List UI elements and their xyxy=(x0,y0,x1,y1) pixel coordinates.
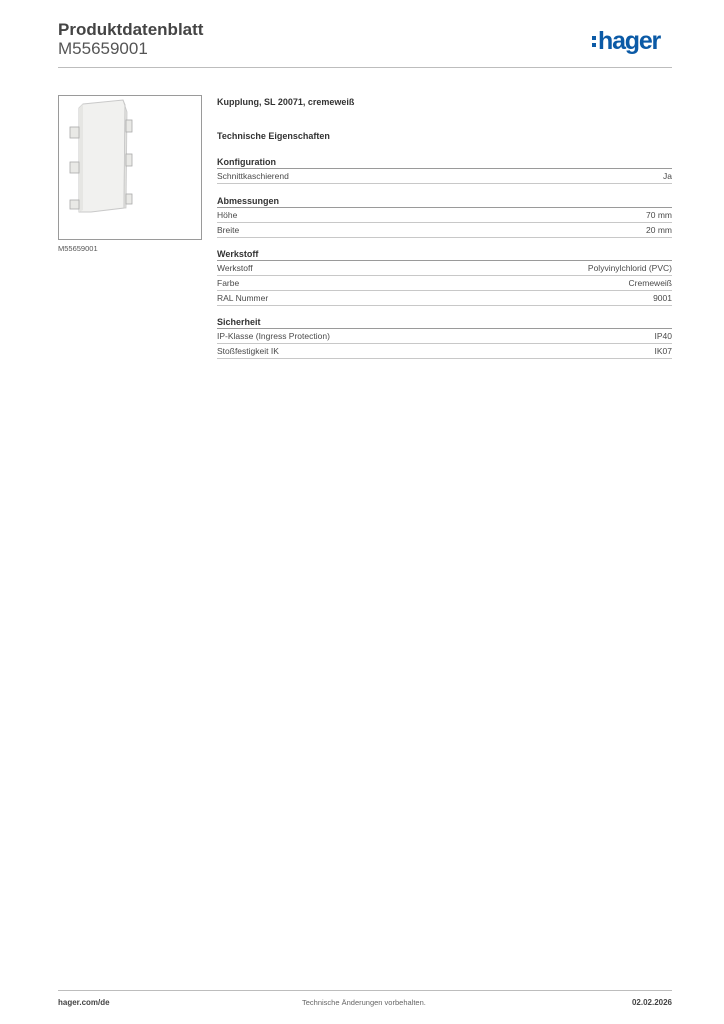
row-value: Polyvinylchlorid (PVC) xyxy=(587,263,672,273)
section-konfiguration xyxy=(217,156,672,184)
article-number: M55659001 xyxy=(58,39,148,58)
logo-dots-icon xyxy=(592,36,596,47)
footer-divider xyxy=(58,990,672,991)
row-label: RAL Nummer xyxy=(217,293,269,303)
row-value: Cremeweiß xyxy=(628,278,672,288)
row-value: Ja xyxy=(663,171,672,181)
page-title: Produktdatenblatt xyxy=(58,20,204,39)
row-label: Schnittkaschierend xyxy=(217,171,289,181)
table-row xyxy=(217,291,672,306)
row-value: 9001 xyxy=(653,293,672,303)
footer-note: Technische Änderungen vorbehalten. xyxy=(302,998,426,1007)
table-row xyxy=(217,261,672,276)
row-label: Breite xyxy=(217,225,240,235)
row-label: Farbe xyxy=(217,278,240,288)
properties-title: Technische Eigenschaften xyxy=(217,131,330,141)
row-label: Stoßfestigkeit IK xyxy=(217,346,279,356)
section-sicherheit xyxy=(217,316,672,359)
row-value: 20 mm xyxy=(646,225,672,235)
section-title: Sicherheit xyxy=(217,316,672,329)
row-label: Werkstoff xyxy=(217,263,253,273)
row-value: IK07 xyxy=(654,346,672,356)
section-title: Abmessungen xyxy=(217,195,672,208)
footer-date: 02.02.2026 xyxy=(631,998,672,1007)
table-row xyxy=(217,208,672,223)
section-title: Werkstoff xyxy=(217,248,672,261)
section-werkstoff xyxy=(217,248,672,306)
footer-website-link[interactable]: hager.com/de xyxy=(58,998,110,1007)
image-caption: M55659001 xyxy=(58,244,98,253)
table-row xyxy=(217,276,672,291)
coupling-product-icon xyxy=(59,96,201,239)
section-title: Konfiguration xyxy=(217,156,672,169)
row-label: Höhe xyxy=(217,210,238,220)
row-value: 70 mm xyxy=(646,210,672,220)
row-label: IP-Klasse (Ingress Protection) xyxy=(217,331,330,341)
row-value: IP40 xyxy=(654,331,672,341)
table-row xyxy=(217,223,672,238)
table-row xyxy=(217,344,672,359)
logo-text: hager xyxy=(598,27,661,55)
header-divider xyxy=(58,67,672,68)
product-name: Kupplung, SL 20071, cremeweiß xyxy=(217,97,355,107)
table-row xyxy=(217,329,672,344)
table-row xyxy=(217,169,672,184)
hager-logo xyxy=(592,28,660,54)
product-image xyxy=(58,95,202,240)
section-abmessungen xyxy=(217,195,672,238)
